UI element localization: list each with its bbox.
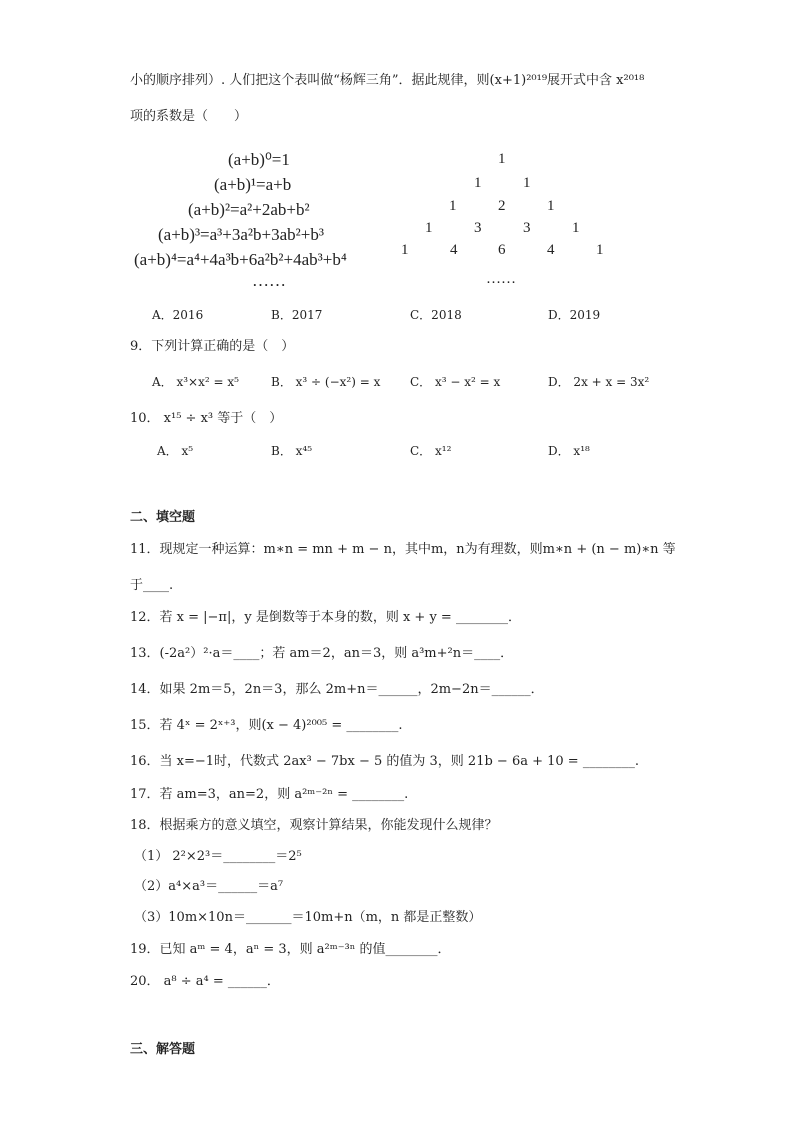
q10-option-d: D． x¹⁸ [548, 444, 590, 458]
q13: 13．(-2a²）²·a＝____；若 am＝2，an＝3，则 a³m+²n＝____． [130, 646, 514, 661]
q10-option-c: C． x¹² [410, 444, 452, 458]
q8-option-c: C．2018 [410, 308, 462, 322]
expansion-row-4: (a+b)⁴=a⁴+4a³b+6a²b²+4ab³+b⁴ [134, 250, 347, 269]
q10-stem: 10． x¹⁵ ÷ x³ 等于（ ） [130, 411, 283, 426]
triangle-number: 4 [450, 242, 458, 258]
triangle-number: 2 [498, 198, 506, 214]
q10-option-a: A． x⁵ [157, 444, 194, 458]
expansion-row-0: (a+b)⁰=1 [228, 150, 290, 169]
q9-option-c: C． x³ − x² = x [410, 375, 501, 389]
q18-part-1: （1） 2²×2³＝________＝2⁵ [134, 849, 302, 864]
triangle-number: 3 [523, 220, 531, 236]
q11-line-1: 11．现规定一种运算：m∗n = mn + m − n，其中m，n为有理数，则m∗n + (n − m)∗n 等 [130, 542, 676, 557]
q12: 12．若 x = |−π|，y 是倒数等于本身的数，则 x + y = ________． [130, 610, 521, 625]
q8-option-b: B．2017 [271, 308, 323, 322]
q9-stem: 9．下列计算正确的是（ ） [130, 339, 295, 354]
triangle-number: 4 [547, 242, 555, 258]
triangle-number: 3 [474, 220, 482, 236]
intro-line-1: 小的顺序排列）. 人们把这个表叫做“杨辉三角”．据此规律，则(x+1)²⁰¹⁹展开式中含 x²⁰¹⁸ [130, 73, 645, 88]
triangle-number: 1 [596, 242, 604, 258]
q9-option-d: D． 2x + x = 3x² [548, 375, 650, 389]
q18-part-2: （2）a⁴×a³＝______＝a⁷ [134, 879, 284, 894]
triangle-number: 1 [449, 198, 457, 214]
triangle-ellipsis: …… [486, 271, 516, 287]
expansion-row-2: (a+b)²=a²+2ab+b² [188, 200, 310, 219]
q20: 20． a⁸ ÷ a⁴ = ______． [130, 974, 280, 989]
q15: 15．若 4ˣ = 2ˣ⁺³，则(x − 4)²⁰⁰⁵ = ________. [130, 718, 403, 733]
triangle-number: 1 [474, 175, 482, 191]
q11-line-2: 于____. [130, 578, 174, 593]
section-heading-solutions: 三、解答题 [130, 1042, 196, 1057]
q9-option-b: B． x³ ÷ (−x²) = x [271, 375, 381, 389]
q9-option-a: A． x³×x² = x⁵ [152, 375, 239, 389]
triangle-number: 1 [425, 220, 433, 236]
triangle-number: 1 [401, 242, 409, 258]
intro-line-2: 项的系数是（ ） [130, 109, 248, 124]
q10-option-b: B． x⁴⁵ [271, 444, 313, 458]
expansion-row-3: (a+b)³=a³+3a²b+3ab²+b³ [158, 225, 324, 244]
expansion-row-1: (a+b)¹=a+b [214, 175, 292, 194]
triangle-number: 6 [498, 242, 506, 258]
q14: 14．如果 2m＝5，2n＝3，那么 2m+n＝______，2m−2n＝______． [130, 682, 544, 697]
q18-part-3: （3）10m×10n＝_______＝10m+n（m，n 都是正整数） [134, 910, 482, 925]
q18-stem: 18．根据乘方的意义填空，观察计算结果，你能发现什么规律？ [130, 818, 498, 833]
triangle-number: 1 [572, 220, 580, 236]
triangle-number: 1 [498, 151, 506, 167]
q16: 16．当 x=−1时，代数式 2ax³ − 7bx − 5 的值为 3，则 21b − 6a + 10 = ________. [130, 754, 639, 769]
q8-option-a: A．2016 [152, 308, 204, 322]
q19: 19．已知 aᵐ = 4，aⁿ = 3，则 a²ᵐ⁻³ⁿ 的值________． [130, 942, 451, 957]
expansion-ellipsis: …… [252, 271, 286, 290]
triangle-number: 1 [523, 175, 531, 191]
triangle-number: 1 [547, 198, 555, 214]
q8-option-d: D．2019 [548, 308, 601, 322]
section-heading-fill-in: 二、填空题 [130, 510, 196, 525]
q17: 17．若 am=3，an=2，则 a²ᵐ⁻²ⁿ = ________. [130, 787, 409, 802]
